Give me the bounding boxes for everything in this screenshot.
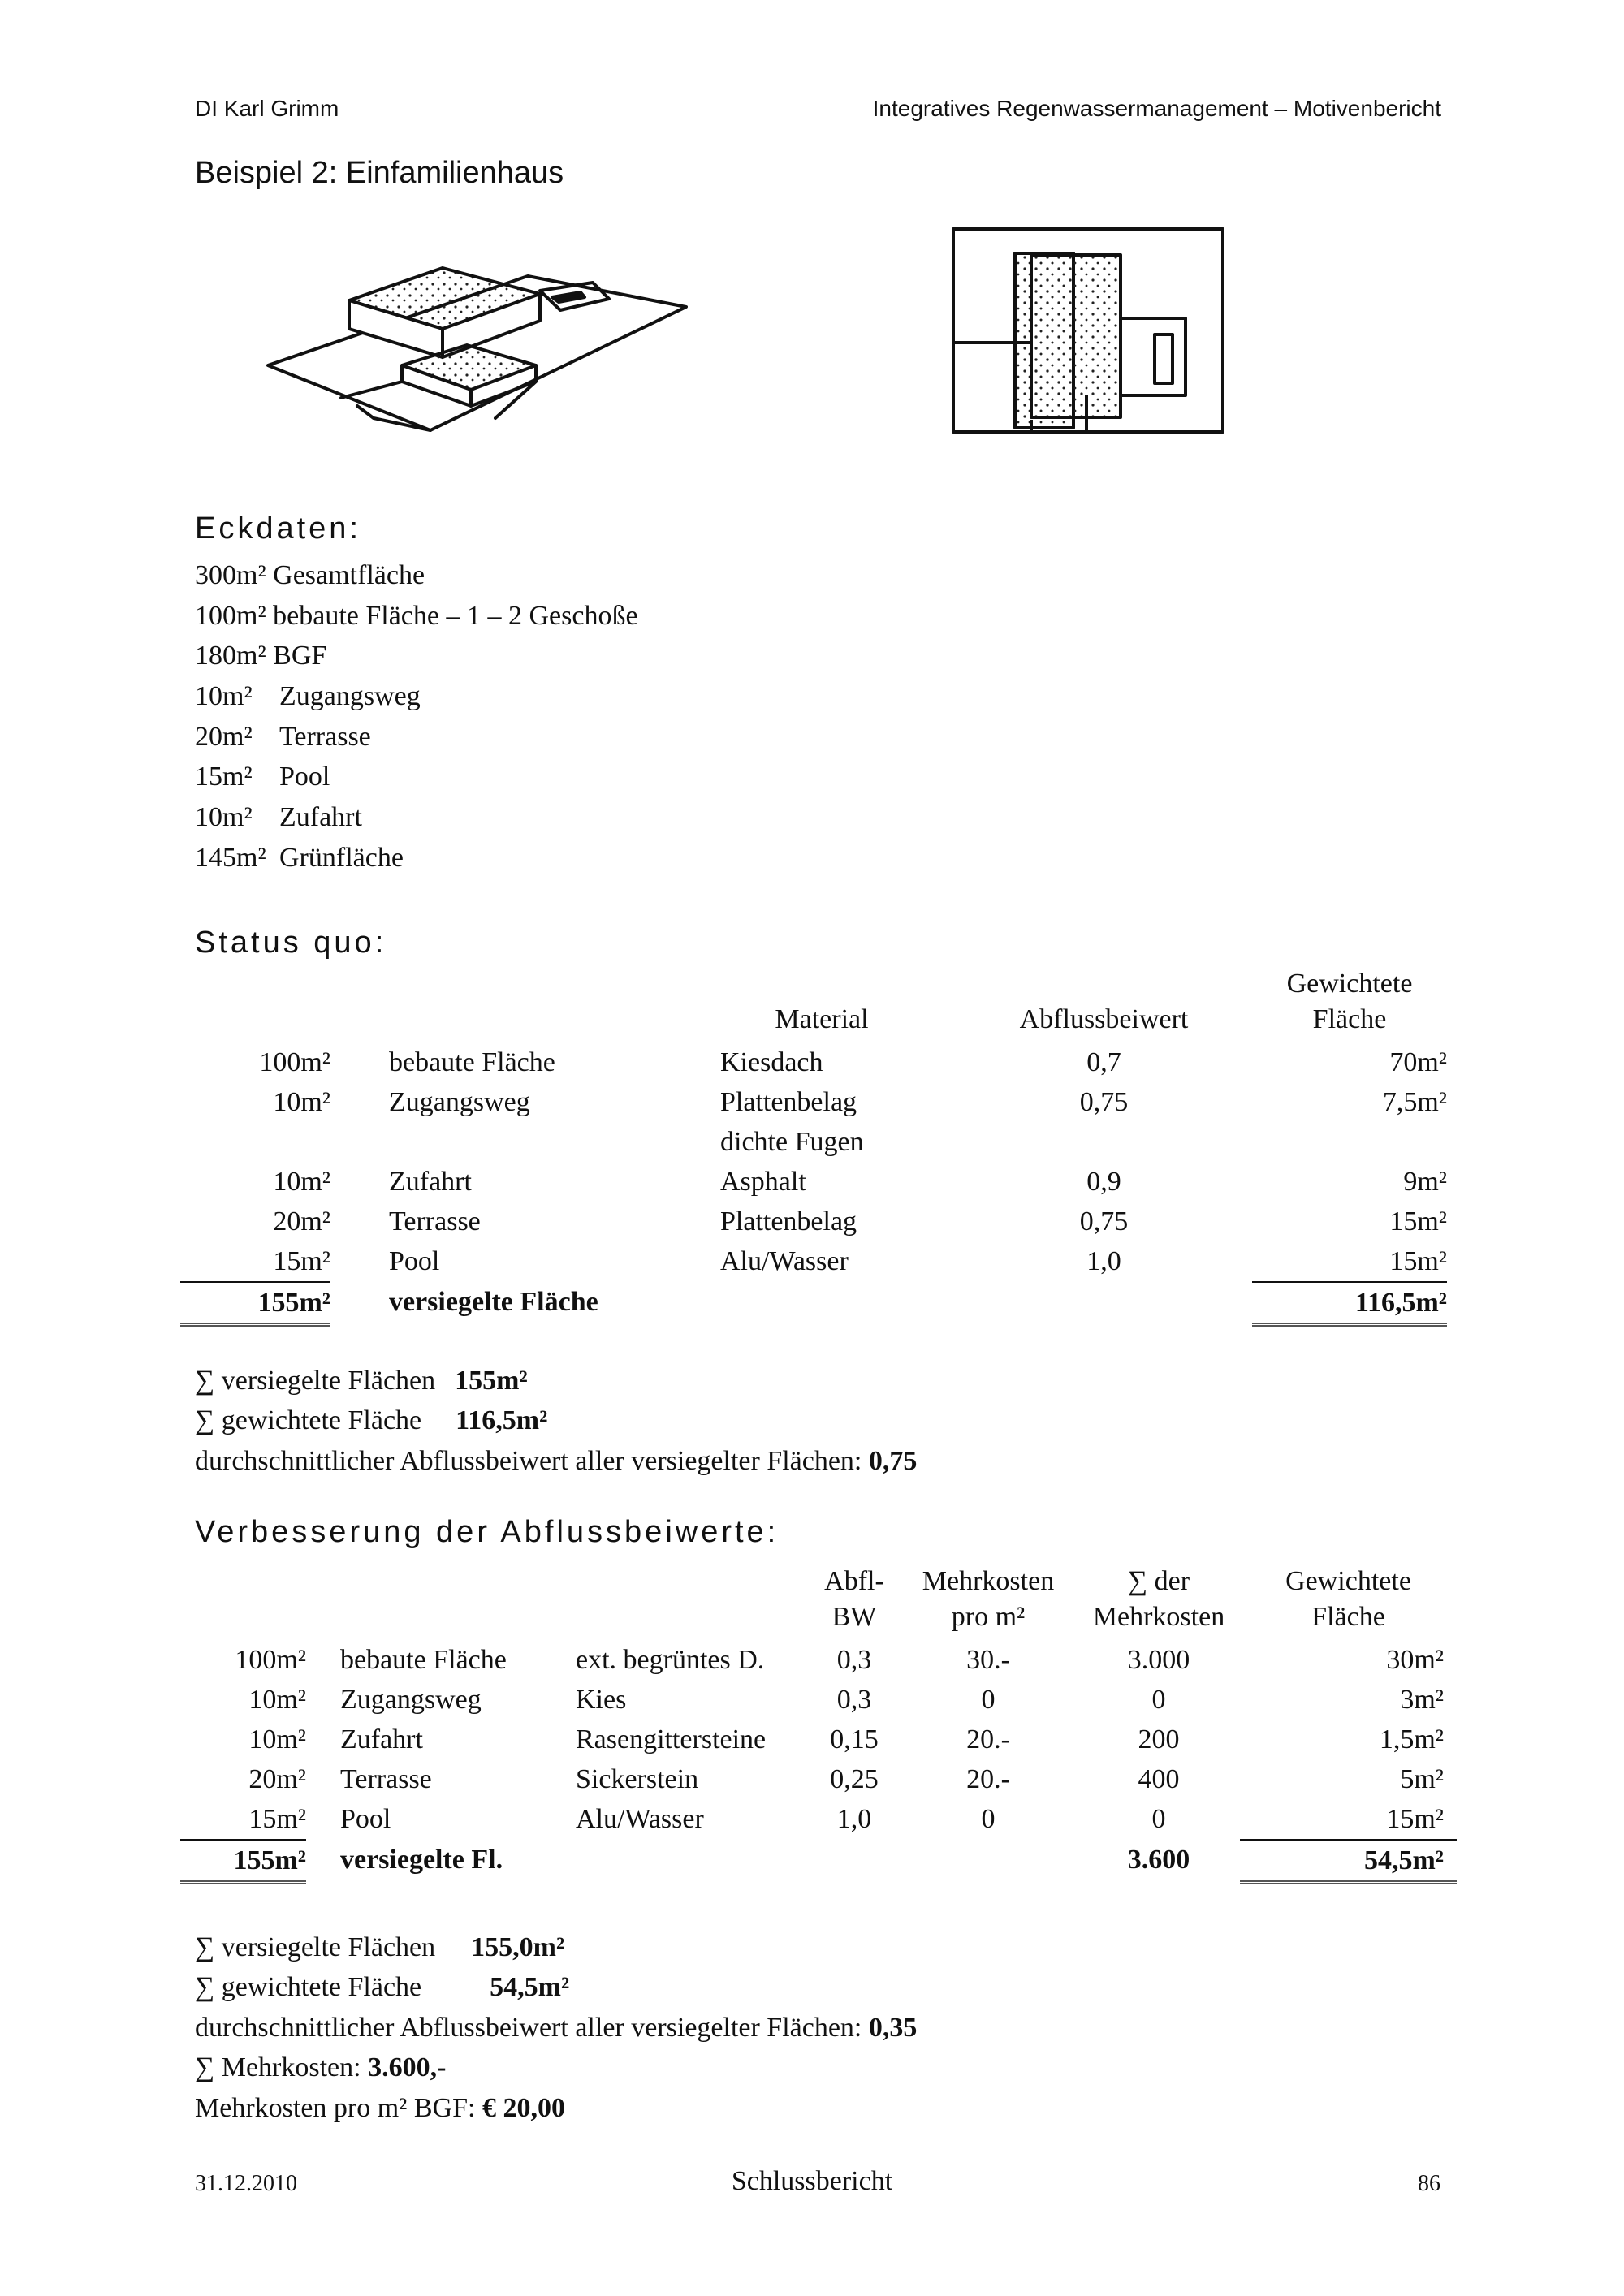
- eckdaten-heading: Eckdaten:: [195, 511, 361, 546]
- summary-cost-per-bgf: Mehrkosten pro m² BGF: € 20,00: [195, 2093, 565, 2123]
- table-row: 10m² Zugangsweg Kies 0,3 0 0 3m²: [248, 1685, 1444, 1715]
- table-header-row: [180, 1564, 1457, 1640]
- summary-sealed: ∑ versiegelte Flächen 155,0m²: [195, 1932, 565, 1962]
- col-weighted: Gewichtete Fläche: [1286, 969, 1413, 1034]
- table-row: 20m² Terrasse Sickerstein 0,25 20.- 400 5m²: [248, 1764, 1444, 1794]
- col-coefficient: Abflussbeiwert: [1019, 1004, 1189, 1034]
- header-report-title: Integratives Regenwassermanagement – Motivenbericht: [872, 96, 1441, 121]
- col-weighted: Gewichtete Fläche: [1285, 1566, 1411, 1632]
- table-row: 100m² bebaute Fläche ext. begrüntes D. 0,3 30.- 3.000 30m²: [235, 1645, 1444, 1675]
- summary-average: durchschnittlicher Abflussbeiwert aller versiegelter Flächen: 0,75: [195, 1446, 918, 1476]
- table-row: 10m² Zugangsweg Plattenbelag dichte Fugen 0,75 7,5m²: [273, 1087, 1447, 1157]
- footer-date: 31.12.2010: [195, 2171, 297, 2196]
- eckdaten-item: 10m² Zugangsweg: [195, 681, 421, 711]
- col-sum: ∑ der Mehrkosten: [1092, 1566, 1225, 1632]
- table-header-row: [180, 966, 1447, 1042]
- eckdaten-item: 145m² Grünfläche: [195, 843, 404, 873]
- summary-weighted: ∑ gewichtete Fläche 54,5m²: [195, 1972, 570, 2002]
- page-title: Beispiel 2: Einfamilienhaus: [195, 156, 564, 190]
- table-row: 15m² Pool Alu/Wasser 1,0 0 0 15m²: [248, 1804, 1444, 1834]
- summary-average: durchschnittlicher Abflussbeiwert aller versiegelter Flächen: 0,35: [195, 2013, 918, 2043]
- col-bw: Abfl- BW: [824, 1566, 884, 1632]
- isometric-house-sketch: [260, 235, 715, 463]
- header-author: DI Karl Grimm: [195, 96, 339, 121]
- verbesserung-table: [180, 1564, 1457, 1884]
- eckdaten-line: 180m² BGF: [195, 641, 327, 671]
- plan-view-sketch: [942, 221, 1234, 440]
- eckdaten-line: 100m² bebaute Fläche – 1 – 2 Geschoße: [195, 601, 638, 631]
- eckdaten-item: 15m² Pool: [195, 762, 330, 792]
- table-row: 20m² Terrasse Plattenbelag 0,75 15m²: [273, 1206, 1447, 1236]
- table-total-row: 155m² versiegelte Fl. 3.600 54,5m²: [180, 1840, 1457, 1883]
- status-quo-table: [180, 966, 1447, 1327]
- table-total-row: 155m² versiegelte Fläche 116,5m²: [180, 1282, 1447, 1325]
- footer-center: Schlussbericht: [731, 2166, 893, 2196]
- table-row: 100m² bebaute Fläche Kiesdach 0,7 70m²: [259, 1047, 1447, 1077]
- eckdaten-line: 300m² Gesamtfläche: [195, 560, 425, 590]
- table-row: 10m² Zufahrt Rasengittersteine 0,15 20.- 200 1,5m²: [248, 1724, 1444, 1754]
- page-number: 86: [1418, 2171, 1440, 2196]
- table-row: 15m² Pool Alu/Wasser 1,0 15m²: [273, 1246, 1447, 1276]
- col-cost: Mehrkosten pro m²: [922, 1566, 1055, 1632]
- summary-weighted: ∑ gewichtete Fläche 116,5m²: [195, 1405, 548, 1435]
- summary-sealed: ∑ versiegelte Flächen 155m²: [195, 1366, 528, 1396]
- verbesserung-heading: Verbesserung der Abflussbeiwerte:: [195, 1515, 780, 1549]
- table-row: 10m² Zufahrt Asphalt 0,9 9m²: [273, 1167, 1447, 1197]
- status-quo-heading: Status quo:: [195, 926, 387, 960]
- col-material: Material: [775, 1004, 869, 1034]
- eckdaten-item: 20m² Terrasse: [195, 722, 371, 752]
- summary-cost: ∑ Mehrkosten: 3.600,-: [195, 2052, 447, 2082]
- eckdaten-item: 10m² Zufahrt: [195, 802, 362, 832]
